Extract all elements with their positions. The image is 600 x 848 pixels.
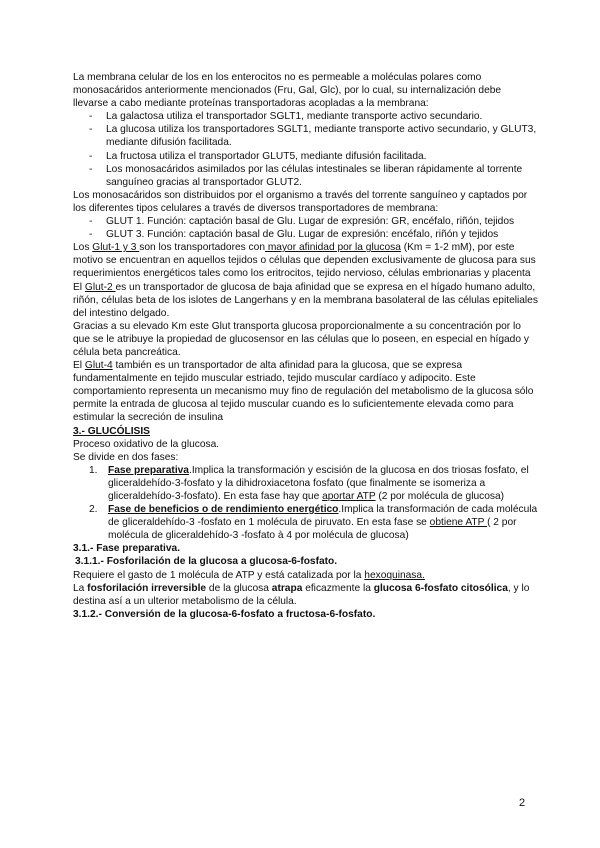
glut13-paragraph: [73, 241, 538, 280]
phases-intro: Se divide en dos fases:: [73, 451, 179, 463]
text-run: El: [73, 281, 85, 293]
phase-title: Fase preparativa: [108, 464, 189, 476]
bold-term: glucosa 6-fosfato citosólica: [373, 582, 508, 594]
bold-term: fosforilación irreversible: [87, 582, 207, 594]
text-run: de la glucosa: [206, 582, 272, 594]
glut4-term: Glut-4: [84, 360, 113, 372]
list-item: [73, 464, 538, 503]
list-item: - GLUT 1. Función: captación basal de Glu. Lugar de expresión: GR, encéfalo, riñón, tejidos: [73, 215, 538, 228]
phase-title: Fase de beneficios o de rendimiento energético: [108, 504, 339, 516]
text-run: (Km = 1-2 mM), por este motivo se encuentran en aquellos tejidos o células que dependen exclusivamente de glucosa para sus requerimientos energéticos tales como los eritrocitos, tejido nervioso, células embrionarias y placenta: [73, 242, 536, 280]
list-item: - La fructosa utiliza el transportador GLUT5, mediante difusión facilitada.: [73, 150, 538, 163]
glut13-term: Glut-1 y 3: [92, 242, 140, 254]
phases-list: [73, 464, 538, 543]
subsection-heading: 3.1.- Fase preparativa.: [73, 543, 181, 555]
text-run: también es un transportador de alta afinidad para la glucosa, que se expresa fundamentalmente en tejido muscular estriado, tejido muscular cardíaco y adipocito. Este comportamiento representa un mecanismo muy fino de regulación del metabolismo de la glucosa sólo permite la entrada de glucosa al tejido muscular cuando es lo suficientemente elevada como para estimular la secreción de insulina: [73, 360, 534, 424]
text-run: son los transportadores con: [139, 242, 265, 254]
glut2-term: Glut-2: [84, 281, 116, 293]
bold-term: atrapa: [271, 582, 303, 594]
list-item: - GLUT 3. Función: captación basal de Glu. Lugar de expresión: encéfalo, riñón y tejidos: [73, 228, 538, 241]
section-heading-glucolisis: 3.- GLUCÓLISIS: [73, 425, 150, 437]
glut2-paragraph: [73, 281, 538, 320]
text-run: es un transportador de glucosa de baja afinidad que se expresa en el hígado humano adulto, riñón, células beta de los islotes de Langerhans y en la membrana basolateral de las células epiteliales del intestino delgado.: [73, 281, 538, 319]
glut-bullet-list: [73, 215, 538, 241]
list-number: 2.: [89, 504, 98, 516]
text-run: , y lo destina así a un ulterior metabolismo de la célula.: [73, 582, 530, 607]
text-run: Los: [73, 242, 93, 254]
km-paragraph: Gracias a su elevado Km este Glut transporta glucosa proporcionalmente a su concentración por lo que se le atribuye la propiedad de glucosensor en las células que lo poseen, en especial en hígado y célula beta pancreática.: [73, 320, 529, 358]
text-run: El: [73, 360, 85, 372]
list-item: [73, 503, 538, 542]
affinity-term: mayor afinidad por la glucosa: [264, 242, 401, 254]
text-run: .Implica la transformación de cada molécula de gliceraldehído-3 -fosfato en 1 molécula de piruvato. En esta fase se: [108, 504, 538, 529]
subsubsection-heading: 3.1.2.- Conversión de la glucosa-6-fosfato a fructosa-6-fosfato.: [73, 608, 376, 620]
text-run: La: [73, 582, 88, 594]
distribution-paragraph: Los monosacáridos son distribuidos por el organismo a través del torrente sanguíneo y captados por los diferentes tipos celulares a través de diversos transportadores de membrana:: [73, 189, 528, 214]
text-run: Requiere el gasto de 1 molécula de ATP y está catalizada por la: [73, 569, 365, 581]
text-run: eficazmente la: [302, 582, 374, 594]
subsubsection-heading: 3.1.1.- Fosforilación de la glucosa a glucosa-6-fosfato.: [75, 556, 338, 568]
document-page: [73, 71, 538, 621]
text-run: .Implica la transformación y escisión de la glucosa en dos triosas fosfato, el gliceraldehído-3-fosfato y la dihidroxiacetona fosfato (que finalmente se isomeriza a gliceraldehído-3-fosfato). En esta fase hay que: [108, 464, 529, 502]
list-item: - La glucosa utiliza los transportadores SGLT1, mediante transporte activo secundario, y GLUT3, mediante difusión facilitada.: [73, 123, 538, 149]
list-number: 1.: [89, 464, 98, 476]
text-run: ( 2 por molécula de gliceraldehído-3 -fosfato à 4 por molécula de glucosa): [108, 517, 517, 542]
intro-paragraph: La membrana celular de los en los enterocitos no es permeable a moléculas polares como monosacáridos anteriormente mencionados (Fru, Gal, Glc), por lo cual, su internalización debe llevarse a cabo mediante proteínas transportadoras acopladas a la membrana:: [73, 72, 502, 110]
list-item: - Los monosacáridos asimilados por las células intestinales se liberan rápidamente al torrente sanguíneo gracias al transportador GLUT2.: [73, 163, 538, 189]
phosphorylation-paragraph: [73, 582, 538, 608]
intro-bullet-list: [73, 110, 538, 189]
page-number: 2: [519, 797, 526, 809]
hexoquinasa-paragraph: [73, 569, 538, 582]
atp-term: aportar ATP: [322, 491, 376, 502]
hexoquinasa-term: hexoquinasa.: [364, 569, 425, 581]
section-intro: Proceso oxidativo de la glucosa.: [73, 438, 220, 450]
atp-term: obtiene ATP: [429, 517, 488, 529]
text-run: (2 por molécula de glucosa): [375, 491, 505, 502]
glut4-paragraph: [73, 359, 538, 424]
list-item: - La galactosa utiliza el transportador SGLT1, mediante transporte activo secundario.: [73, 110, 538, 123]
